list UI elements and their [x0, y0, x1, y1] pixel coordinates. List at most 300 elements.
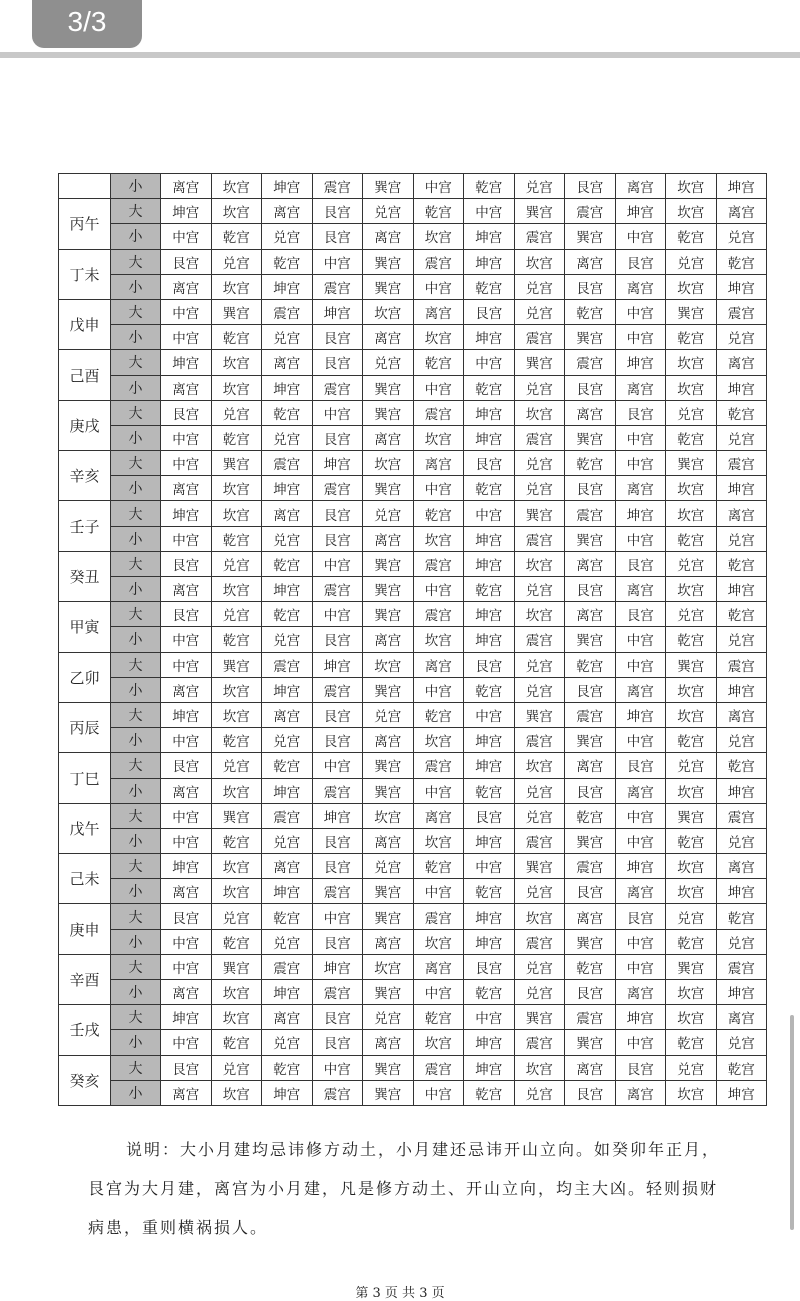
palace-cell: 乾宫 — [464, 1080, 515, 1105]
palace-cell: 巽宫 — [514, 854, 565, 879]
palace-cell: 离宫 — [161, 577, 212, 602]
palace-cell: 震宫 — [312, 879, 363, 904]
palace-cell: 中宫 — [413, 677, 464, 702]
palace-cell: 坎宫 — [514, 602, 565, 627]
palace-cell: 离宫 — [615, 879, 666, 904]
month-size-cell: 小 — [111, 677, 161, 702]
palace-cell: 离宫 — [615, 778, 666, 803]
palace-cell: 坤宫 — [464, 551, 515, 576]
ganzhi-label: 壬戌 — [59, 1005, 111, 1055]
palace-cell: 兑宫 — [363, 199, 414, 224]
palace-cell: 震宫 — [413, 904, 464, 929]
palace-cell: 乾宫 — [666, 1030, 717, 1055]
palace-cell: 艮宫 — [312, 702, 363, 727]
table-row — [59, 1080, 767, 1105]
palace-cell: 乾宫 — [716, 753, 767, 778]
palace-cell: 离宫 — [565, 602, 616, 627]
palace-cell: 坎宫 — [413, 1030, 464, 1055]
palace-cell: 坤宫 — [464, 1055, 515, 1080]
palace-cell: 巽宫 — [565, 526, 616, 551]
palace-cell: 坎宫 — [363, 451, 414, 476]
palace-cell: 离宫 — [615, 577, 666, 602]
palace-cell: 巽宫 — [363, 753, 414, 778]
palace-cell: 震宫 — [716, 954, 767, 979]
top-divider — [0, 52, 800, 58]
palace-cell: 兑宫 — [514, 1080, 565, 1105]
palace-cell: 乾宫 — [413, 854, 464, 879]
palace-cell: 兑宫 — [666, 400, 717, 425]
palace-cell: 中宫 — [413, 778, 464, 803]
palace-cell: 兑宫 — [363, 350, 414, 375]
palace-cell: 坤宫 — [464, 526, 515, 551]
table-row — [59, 199, 767, 224]
palace-cell: 兑宫 — [262, 1030, 313, 1055]
palace-cell: 兑宫 — [666, 904, 717, 929]
palace-cell: 艮宫 — [312, 1030, 363, 1055]
palace-cell: 中宫 — [161, 224, 212, 249]
palace-cell: 中宫 — [312, 400, 363, 425]
palace-cell: 中宫 — [615, 526, 666, 551]
palace-cell: 中宫 — [161, 652, 212, 677]
palace-cell: 坤宫 — [262, 274, 313, 299]
palace-cell: 坤宫 — [161, 854, 212, 879]
palace-cell: 离宫 — [413, 299, 464, 324]
palace-cell: 离宫 — [413, 451, 464, 476]
palace-cell: 艮宫 — [312, 929, 363, 954]
palace-cell: 坤宫 — [262, 980, 313, 1005]
palace-cell: 离宫 — [363, 224, 414, 249]
palace-cell: 中宫 — [464, 199, 515, 224]
palace-cell: 坤宫 — [615, 854, 666, 879]
page-footer: 第 3 页 共 3 页 — [355, 1286, 445, 1301]
palace-cell: 坎宫 — [413, 929, 464, 954]
palace-cell: 坤宫 — [262, 677, 313, 702]
palace-cell: 艮宫 — [565, 1080, 616, 1105]
palace-cell: 坤宫 — [464, 929, 515, 954]
palace-cell: 中宫 — [464, 702, 515, 727]
palace-cell: 坎宫 — [666, 778, 717, 803]
palace-cell: 中宫 — [312, 249, 363, 274]
table-row — [59, 400, 767, 425]
palace-cell: 兑宫 — [716, 425, 767, 450]
table-row — [59, 1005, 767, 1030]
palace-cell: 中宫 — [413, 577, 464, 602]
ganzhi-label: 丁巳 — [59, 753, 111, 803]
palace-cell: 坎宫 — [211, 879, 262, 904]
palace-cell: 巽宫 — [565, 728, 616, 753]
palace-cell: 震宫 — [413, 753, 464, 778]
palace-cell: 艮宫 — [615, 904, 666, 929]
palace-cell: 兑宫 — [716, 828, 767, 853]
palace-cell: 乾宫 — [666, 728, 717, 753]
palace-cell: 离宫 — [161, 879, 212, 904]
palace-cell: 震宫 — [514, 1030, 565, 1055]
table-row — [59, 753, 767, 778]
palace-cell: 离宫 — [716, 199, 767, 224]
palace-cell: 乾宫 — [262, 753, 313, 778]
palace-cell: 中宫 — [413, 879, 464, 904]
palace-cell: 兑宫 — [211, 249, 262, 274]
palace-cell: 中宫 — [615, 828, 666, 853]
palace-cell: 兑宫 — [211, 904, 262, 929]
palace-cell: 震宫 — [312, 577, 363, 602]
palace-cell: 乾宫 — [211, 224, 262, 249]
palace-cell: 兑宫 — [716, 526, 767, 551]
palace-cell: 坤宫 — [262, 577, 313, 602]
ganzhi-label: 丁未 — [59, 249, 111, 299]
table-row — [59, 1030, 767, 1055]
palace-cell: 坤宫 — [716, 476, 767, 501]
palace-cell: 坎宫 — [211, 980, 262, 1005]
palace-cell: 乾宫 — [464, 274, 515, 299]
scrollbar[interactable] — [790, 1015, 794, 1230]
palace-cell: 中宫 — [413, 274, 464, 299]
palace-cell: 坎宫 — [666, 879, 717, 904]
table-row — [59, 652, 767, 677]
palace-cell: 艮宫 — [565, 476, 616, 501]
palace-cell: 兑宫 — [514, 274, 565, 299]
palace-cell: 坎宫 — [666, 854, 717, 879]
palace-cell: 兑宫 — [363, 702, 414, 727]
palace-cell: 震宫 — [413, 249, 464, 274]
palace-cell: 离宫 — [161, 375, 212, 400]
palace-cell: 坎宫 — [211, 375, 262, 400]
ganzhi-label: 庚申 — [59, 904, 111, 954]
month-size-cell: 大 — [111, 501, 161, 526]
palace-cell: 坎宫 — [666, 199, 717, 224]
page-indicator-badge: 3/3 — [32, 0, 142, 48]
palace-cell: 乾宫 — [666, 526, 717, 551]
palace-cell: 乾宫 — [666, 425, 717, 450]
palace-cell: 离宫 — [413, 652, 464, 677]
palace-cell: 坎宫 — [211, 350, 262, 375]
palace-cell: 兑宫 — [262, 828, 313, 853]
palace-cell: 艮宫 — [312, 526, 363, 551]
palace-cell: 兑宫 — [666, 1055, 717, 1080]
palace-cell: 坎宫 — [211, 577, 262, 602]
month-size-cell: 大 — [111, 400, 161, 425]
palace-cell: 巽宫 — [363, 1055, 414, 1080]
palace-cell: 离宫 — [413, 803, 464, 828]
palace-cell: 坎宫 — [413, 224, 464, 249]
palace-cell: 巽宫 — [514, 702, 565, 727]
palace-cell: 坤宫 — [262, 879, 313, 904]
palace-cell: 中宫 — [615, 652, 666, 677]
month-size-cell: 大 — [111, 1055, 161, 1080]
palace-cell: 艮宫 — [312, 728, 363, 753]
palace-cell: 离宫 — [262, 1005, 313, 1030]
table-row — [59, 702, 767, 727]
palace-cell: 离宫 — [615, 375, 666, 400]
palace-cell: 坎宫 — [514, 904, 565, 929]
palace-cell: 坎宫 — [211, 501, 262, 526]
palace-cell: 坤宫 — [464, 224, 515, 249]
palace-cell: 坎宫 — [363, 299, 414, 324]
palace-cell: 离宫 — [161, 980, 212, 1005]
palace-cell: 艮宫 — [615, 602, 666, 627]
month-size-cell: 小 — [111, 1080, 161, 1105]
palace-cell: 坤宫 — [716, 879, 767, 904]
palace-cell: 兑宫 — [514, 451, 565, 476]
palace-cell: 兑宫 — [514, 476, 565, 501]
palace-cell: 巽宫 — [666, 803, 717, 828]
palace-cell: 离宫 — [363, 929, 414, 954]
palace-cell: 离宫 — [565, 904, 616, 929]
palace-cell: 艮宫 — [464, 451, 515, 476]
palace-cell: 坤宫 — [312, 652, 363, 677]
palace-cell: 坎宫 — [211, 702, 262, 727]
palace-cell: 坤宫 — [161, 350, 212, 375]
palace-cell: 离宫 — [716, 1005, 767, 1030]
ganzhi-label: 丙午 — [59, 199, 111, 249]
palace-cell: 坎宫 — [211, 1080, 262, 1105]
palace-cell: 兑宫 — [716, 627, 767, 652]
palace-cell: 坎宫 — [413, 425, 464, 450]
table-row — [59, 803, 767, 828]
palace-cell: 离宫 — [565, 400, 616, 425]
palace-cell: 坎宫 — [413, 728, 464, 753]
palace-cell: 中宫 — [161, 803, 212, 828]
palace-cell: 巽宫 — [565, 1030, 616, 1055]
palace-cell: 巽宫 — [363, 174, 414, 199]
palace-cell: 震宫 — [262, 803, 313, 828]
palace-cell: 震宫 — [262, 652, 313, 677]
palace-cell: 坤宫 — [615, 199, 666, 224]
month-size-cell: 小 — [111, 577, 161, 602]
palace-cell: 兑宫 — [211, 602, 262, 627]
palace-cell: 中宫 — [161, 325, 212, 350]
palace-cell: 巽宫 — [363, 400, 414, 425]
palace-cell: 兑宫 — [514, 174, 565, 199]
palace-cell: 兑宫 — [514, 375, 565, 400]
palace-cell: 艮宫 — [464, 299, 515, 324]
palace-cell: 震宫 — [716, 451, 767, 476]
palace-cell: 震宫 — [514, 728, 565, 753]
palace-cell: 震宫 — [514, 828, 565, 853]
note-line-1: 说明：大小月建均忌讳修方动土，小月建还忌讳开山立向。如癸卯年正月， — [126, 1140, 721, 1159]
palace-cell: 艮宫 — [312, 425, 363, 450]
palace-cell: 中宫 — [464, 1005, 515, 1030]
palace-cell: 震宫 — [514, 325, 565, 350]
month-size-cell: 小 — [111, 425, 161, 450]
palace-cell: 乾宫 — [262, 551, 313, 576]
ganzhi-label: 丙辰 — [59, 702, 111, 752]
palace-cell: 兑宫 — [211, 753, 262, 778]
month-size-cell: 大 — [111, 299, 161, 324]
palace-cell: 震宫 — [514, 425, 565, 450]
palace-cell: 坎宫 — [666, 274, 717, 299]
palace-cell: 中宫 — [615, 728, 666, 753]
ganzhi-label: 癸亥 — [59, 1055, 111, 1105]
month-size-cell: 大 — [111, 904, 161, 929]
palace-cell: 巽宫 — [363, 677, 414, 702]
month-size-cell: 小 — [111, 325, 161, 350]
palace-cell: 兑宫 — [262, 425, 313, 450]
palace-cell: 震宫 — [565, 501, 616, 526]
palace-cell: 乾宫 — [211, 526, 262, 551]
month-size-cell: 大 — [111, 451, 161, 476]
palace-cell: 中宫 — [312, 1055, 363, 1080]
palace-cell: 乾宫 — [716, 400, 767, 425]
palace-cell: 坤宫 — [615, 1005, 666, 1030]
palace-cell: 兑宫 — [211, 551, 262, 576]
palace-cell: 艮宫 — [615, 400, 666, 425]
palace-cell: 巽宫 — [666, 652, 717, 677]
palace-cell: 离宫 — [363, 1030, 414, 1055]
palace-cell: 乾宫 — [413, 350, 464, 375]
palace-cell: 坎宫 — [514, 753, 565, 778]
palace-cell: 乾宫 — [211, 728, 262, 753]
palace-cell: 乾宫 — [464, 375, 515, 400]
palace-cell: 离宫 — [363, 828, 414, 853]
palace-cell: 坤宫 — [161, 199, 212, 224]
palace-cell: 巽宫 — [666, 451, 717, 476]
palace-cell: 坤宫 — [716, 174, 767, 199]
palace-cell: 乾宫 — [262, 249, 313, 274]
ganzhi-label: 戊申 — [59, 299, 111, 349]
table-row — [59, 728, 767, 753]
palace-cell: 中宫 — [615, 451, 666, 476]
table-row — [59, 249, 767, 274]
table-row — [59, 451, 767, 476]
palace-cell: 巽宫 — [363, 476, 414, 501]
palace-cell: 巽宫 — [211, 652, 262, 677]
palace-cell: 乾宫 — [464, 476, 515, 501]
palace-cell: 震宫 — [716, 652, 767, 677]
palace-cell: 坤宫 — [312, 451, 363, 476]
table-row — [59, 627, 767, 652]
palace-cell: 艮宫 — [312, 199, 363, 224]
palace-cell: 中宫 — [161, 828, 212, 853]
palace-cell: 乾宫 — [565, 652, 616, 677]
palace-cell: 离宫 — [161, 174, 212, 199]
month-size-cell: 小 — [111, 375, 161, 400]
palace-cell: 震宫 — [514, 526, 565, 551]
palace-cell: 坤宫 — [464, 325, 515, 350]
palace-cell: 乾宫 — [666, 627, 717, 652]
palace-cell: 离宫 — [363, 728, 414, 753]
palace-cell: 中宫 — [413, 980, 464, 1005]
palace-cell: 坎宫 — [666, 174, 717, 199]
palace-cell: 巽宫 — [211, 803, 262, 828]
palace-cell: 离宫 — [363, 526, 414, 551]
palace-cell: 巽宫 — [211, 954, 262, 979]
palace-cell: 震宫 — [312, 174, 363, 199]
palace-cell: 巽宫 — [211, 451, 262, 476]
palace-cell: 离宫 — [565, 753, 616, 778]
palace-cell: 坎宫 — [211, 854, 262, 879]
palace-cell: 离宫 — [716, 501, 767, 526]
month-size-cell: 小 — [111, 526, 161, 551]
palace-cell: 震宫 — [413, 602, 464, 627]
palace-cell: 离宫 — [615, 677, 666, 702]
palace-cell: 乾宫 — [262, 1055, 313, 1080]
palace-cell: 离宫 — [615, 274, 666, 299]
palace-cell: 坤宫 — [464, 753, 515, 778]
palace-cell: 坎宫 — [413, 325, 464, 350]
palace-cell: 中宫 — [615, 299, 666, 324]
palace-cell: 艮宫 — [615, 551, 666, 576]
palace-cell: 坤宫 — [464, 728, 515, 753]
palace-cell: 坤宫 — [615, 350, 666, 375]
palace-cell: 巽宫 — [565, 325, 616, 350]
palace-cell: 兑宫 — [716, 224, 767, 249]
palace-cell: 震宫 — [312, 980, 363, 1005]
palace-cell: 震宫 — [262, 299, 313, 324]
palace-cell: 坤宫 — [464, 627, 515, 652]
month-size-cell: 小 — [111, 828, 161, 853]
ganzhi-label: 己未 — [59, 854, 111, 904]
palace-cell: 艮宫 — [565, 577, 616, 602]
palace-cell: 乾宫 — [716, 904, 767, 929]
palace-cell: 坤宫 — [464, 602, 515, 627]
palace-cell: 巽宫 — [363, 602, 414, 627]
table-row — [59, 224, 767, 249]
palace-cell: 兑宫 — [716, 325, 767, 350]
palace-cell: 离宫 — [716, 350, 767, 375]
palace-cell: 坤宫 — [262, 1080, 313, 1105]
month-size-cell: 大 — [111, 803, 161, 828]
palace-cell: 艮宫 — [615, 249, 666, 274]
palace-cell: 乾宫 — [565, 451, 616, 476]
palace-cell: 中宫 — [161, 728, 212, 753]
palace-cell: 艮宫 — [464, 652, 515, 677]
palace-cell: 震宫 — [514, 224, 565, 249]
palace-cell: 离宫 — [262, 854, 313, 879]
palace-cell: 中宫 — [615, 224, 666, 249]
palace-cell: 坤宫 — [716, 577, 767, 602]
ganzhi-label: 癸丑 — [59, 551, 111, 601]
palace-cell: 艮宫 — [312, 350, 363, 375]
palace-cell: 乾宫 — [211, 1030, 262, 1055]
month-size-cell: 小 — [111, 274, 161, 299]
palace-cell: 兑宫 — [514, 980, 565, 1005]
palace-cell: 震宫 — [565, 854, 616, 879]
palace-cell: 坤宫 — [262, 375, 313, 400]
palace-cell: 巽宫 — [363, 577, 414, 602]
palace-cell: 兑宫 — [211, 400, 262, 425]
palace-cell: 巽宫 — [363, 375, 414, 400]
palace-cell: 乾宫 — [666, 828, 717, 853]
palace-cell: 中宫 — [161, 929, 212, 954]
palace-cell: 兑宫 — [262, 728, 313, 753]
palace-cell: 巽宫 — [363, 879, 414, 904]
month-size-cell: 小 — [111, 929, 161, 954]
palace-cell: 离宫 — [262, 199, 313, 224]
table-row — [59, 980, 767, 1005]
palace-cell: 坎宫 — [413, 526, 464, 551]
palace-cell: 兑宫 — [262, 325, 313, 350]
palace-cell: 兑宫 — [514, 803, 565, 828]
palace-cell: 兑宫 — [262, 627, 313, 652]
palace-cell: 艮宫 — [464, 803, 515, 828]
table-row — [59, 350, 767, 375]
palace-cell: 坤宫 — [464, 904, 515, 929]
month-size-cell: 小 — [111, 1030, 161, 1055]
palace-cell: 兑宫 — [262, 224, 313, 249]
palace-cell: 中宫 — [312, 904, 363, 929]
palace-cell: 中宫 — [464, 854, 515, 879]
palace-cell: 震宫 — [312, 677, 363, 702]
palace-cell: 兑宫 — [514, 879, 565, 904]
palace-cell: 兑宫 — [666, 602, 717, 627]
palace-cell: 乾宫 — [211, 627, 262, 652]
month-size-cell: 小 — [111, 224, 161, 249]
month-size-cell: 大 — [111, 199, 161, 224]
palace-cell: 中宫 — [413, 375, 464, 400]
palace-cell: 兑宫 — [514, 652, 565, 677]
palace-cell: 乾宫 — [716, 249, 767, 274]
